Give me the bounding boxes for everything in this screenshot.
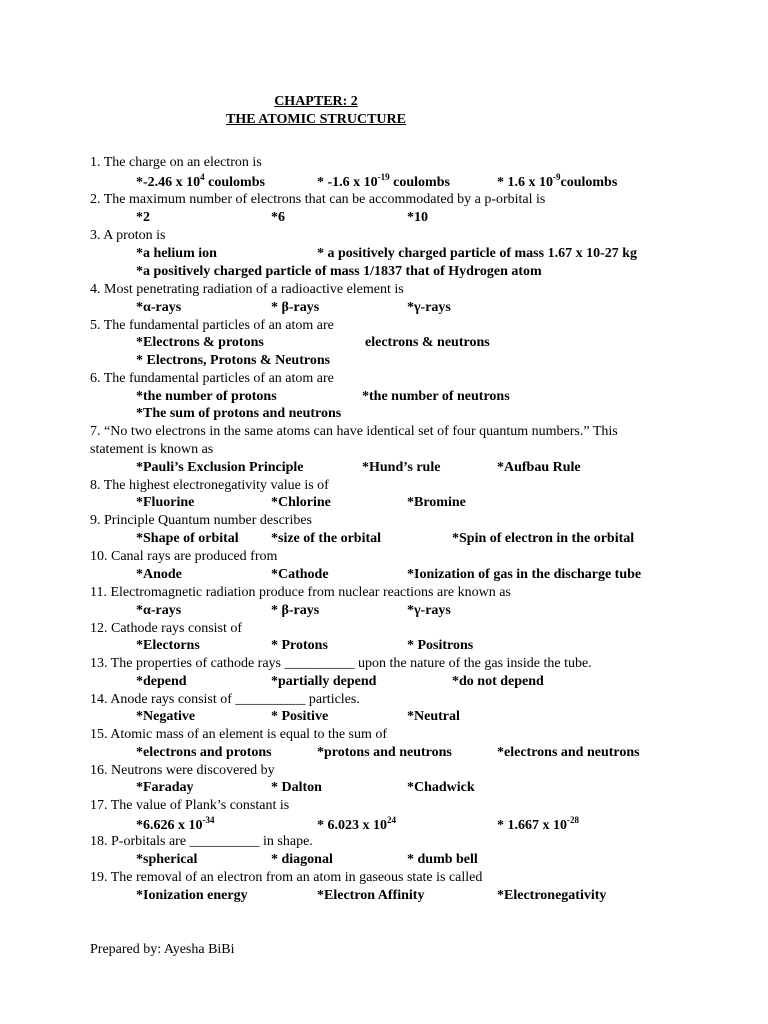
question-8-option-3: *Bromine — [407, 495, 466, 510]
question-13-option-1: *depend — [136, 674, 187, 689]
question-1: 1. The charge on an electron is — [90, 155, 262, 170]
question-9-option-1: *Shape of orbital — [136, 531, 239, 546]
question-14-option-2: * Positive — [271, 709, 329, 724]
question-15-option-2: *protons and neutrons — [317, 745, 452, 760]
question-3: 3. A proton is — [90, 228, 166, 243]
question-9-option-3: *Spin of electron in the orbital — [452, 531, 635, 546]
question-7-continued: statement is known as — [90, 442, 214, 457]
question-4: 4. Most penetrating radiation of a radioactive element is — [90, 282, 404, 297]
question-5-option-3: * Electrons, Protons & Neutrons — [136, 353, 331, 368]
question-4-option-3: *γ-rays — [407, 300, 451, 315]
question-4-option-1: *α-rays — [136, 300, 182, 315]
question-14-option-1: *Negative — [136, 709, 196, 724]
question-5: 5. The fundamental particles of an atom are — [90, 318, 334, 333]
question-3-option-2: * a positively charged particle of mass 1.67 x 10-27 kg — [317, 246, 638, 261]
question-17-option-2: * 6.023 x $10^{24}$ — [317, 815, 396, 833]
question-15-option-1: *electrons and protons — [136, 745, 272, 760]
question-13: 13. The properties of cathode rays __________ upon the nature of the gas inside the tube. — [90, 656, 592, 671]
question-19-option-3: *Electronegativity — [497, 888, 607, 903]
question-13-option-2: *partially depend — [271, 674, 377, 689]
exponent: 24 — [387, 815, 396, 825]
question-2: 2. The maximum number of electrons that can be accommodated by a p-orbital is — [90, 192, 546, 207]
question-18-option-2: * diagonal — [271, 852, 333, 867]
question-11-option-3: *γ-rays — [407, 603, 451, 618]
question-19: 19. The removal of an electron from an atom in gaseous state is called — [90, 870, 483, 885]
chapter-title: THE ATOMIC STRUCTURE — [226, 112, 406, 127]
question-18-option-1: *spherical — [136, 852, 198, 867]
question-9-option-2: *size of the orbital — [271, 531, 382, 546]
question-17-option-3: * 1.667 x $10^{-28}$ — [497, 815, 579, 833]
question-8: 8. The highest electronegativity value is of — [90, 478, 329, 493]
question-17: 17. The value of Plank’s constant is — [90, 798, 290, 813]
question-11-option-1: *α-rays — [136, 603, 182, 618]
question-7-option-2: *Hund’s rule — [362, 460, 441, 475]
question-14-option-3: *Neutral — [407, 709, 460, 724]
question-1-option-2: * -1.6 x $10^{-19}$ coulombs — [317, 172, 450, 190]
question-10-option-2: *Cathode — [271, 567, 329, 582]
question-16-option-3: *Chadwick — [407, 780, 475, 795]
question-19-option-2: *Electron Affinity — [317, 888, 425, 903]
question-1-option-3: * 1.6 x $10^{-9}coulombs$ — [497, 172, 618, 190]
question-11: 11. Electromagnetic radiation produce from nuclear reactions are known as — [90, 585, 511, 600]
question-2-option-3: *10 — [407, 210, 428, 225]
question-3-option-3: *a positively charged particle of mass 1/1837 that of Hydrogen atom — [136, 264, 542, 279]
question-7-option-1: *Pauli’s Exclusion Principle — [136, 460, 304, 475]
exponent: 4 — [200, 172, 205, 182]
question-18-option-3: * dumb bell — [407, 852, 478, 867]
exponent: -34 — [202, 815, 215, 825]
question-12-option-2: * Protons — [271, 638, 328, 653]
question-6: 6. The fundamental particles of an atom are — [90, 371, 334, 386]
question-16-option-2: * Dalton — [271, 780, 322, 795]
question-6-option-2: *the number of neutrons — [362, 389, 510, 404]
question-1-option-1: *-2.46 x $10^4$ coulombs — [136, 172, 265, 190]
question-18: 18. P-orbitals are __________ in shape. — [90, 834, 313, 849]
question-10-option-1: *Anode — [136, 567, 182, 582]
question-15-option-3: *electrons and neutrons — [497, 745, 640, 760]
question-8-option-2: *Chlorine — [271, 495, 331, 510]
question-2-option-2: *6 — [271, 210, 285, 225]
question-6-option-1: *the number of protons — [136, 389, 277, 404]
question-13-option-3: *do not depend — [452, 674, 544, 689]
chapter-heading: CHAPTER: 2 — [274, 94, 358, 109]
question-8-option-1: *Fluorine — [136, 495, 195, 510]
question-19-option-1: *Ionization energy — [136, 888, 248, 903]
question-15: 15. Atomic mass of an element is equal to the sum of — [90, 727, 388, 742]
question-16: 16. Neutrons were discovered by — [90, 763, 275, 778]
exponent: -19 — [377, 172, 390, 182]
question-4-option-2: * β-rays — [271, 300, 320, 315]
prepared-by: Prepared by: Ayesha BiBi — [90, 942, 235, 957]
question-17-option-1: *6.626 x $10^{-34}$ — [136, 815, 215, 833]
exponent: -28 — [567, 815, 579, 825]
question-5-option-1: *Electrons & protons — [136, 335, 264, 350]
question-11-option-2: * β-rays — [271, 603, 320, 618]
question-6-option-3: *The sum of protons and neutrons — [136, 406, 342, 421]
question-5-option-2: electrons & neutrons — [365, 335, 490, 350]
exponent: -9 — [553, 172, 561, 182]
question-7-option-3: *Aufbau Rule — [497, 460, 581, 475]
question-10: 10. Canal rays are produced from — [90, 549, 278, 564]
question-10-option-3: *Ionization of gas in the discharge tube — [407, 567, 642, 582]
question-9: 9. Principle Quantum number describes — [90, 513, 313, 528]
question-12-option-3: * Positrons — [407, 638, 474, 653]
question-12: 12. Cathode rays consist of — [90, 621, 243, 636]
question-16-option-1: *Faraday — [136, 780, 194, 795]
question-7: 7. “No two electrons in the same atoms can have identical set of four quantum numbers.” This — [90, 424, 618, 439]
question-2-option-1: *2 — [136, 210, 150, 225]
question-3-option-1: *a helium ion — [136, 246, 217, 261]
question-14: 14. Anode rays consist of __________ particles. — [90, 692, 360, 707]
question-12-option-1: *Electorns — [136, 638, 200, 653]
